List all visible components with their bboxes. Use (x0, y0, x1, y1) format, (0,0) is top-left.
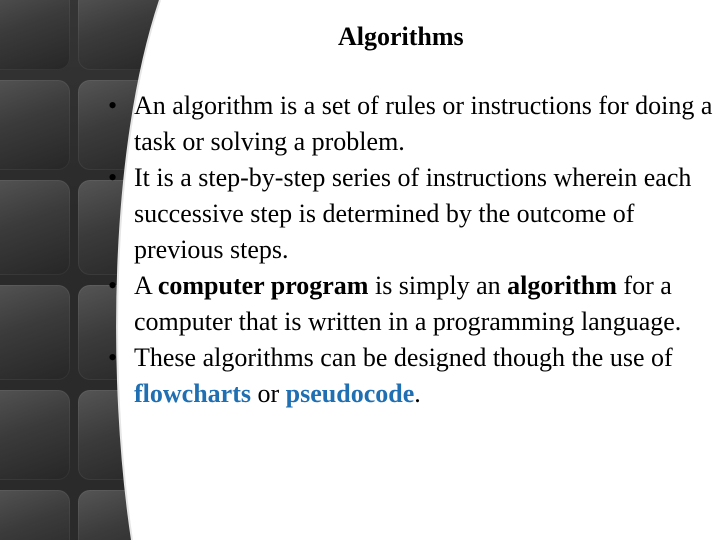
term-pseudocode: pseudocode (285, 379, 415, 408)
bullet-icon: • (108, 163, 118, 192)
slide-title: Algorithms (338, 22, 464, 51)
term-algorithm: algorithm (507, 271, 617, 300)
bullet-text: An algorithm is a set of rules or instructions for doing a task or solving a problem. (134, 91, 713, 156)
bullet-item (108, 160, 714, 268)
bullet-text-suffix: for a computer that is written in a programming language. (134, 271, 682, 336)
bullet-item (108, 88, 714, 160)
bullet-icon: • (108, 343, 118, 372)
bullet-icon: • (108, 271, 118, 300)
bullet-text-prefix: These algorithms can be designed though the use of (134, 343, 673, 372)
term-computer-program: computer program (157, 271, 369, 300)
bullet-item (108, 340, 714, 412)
bullet-list (108, 88, 714, 412)
term-flowcharts: flowcharts (134, 379, 251, 408)
bullet-icon: • (108, 91, 118, 120)
bullet-text-suffix: . (414, 379, 421, 408)
bullet-text: It is a step-by-step series of instructions wherein each successive step is determined by the outcome of previous steps. (134, 163, 692, 264)
bullet-text-middle: is simply an (368, 271, 508, 300)
bullet-text-middle: or (250, 379, 286, 408)
bullet-text-prefix: A (134, 271, 158, 300)
bullet-item (108, 268, 714, 340)
